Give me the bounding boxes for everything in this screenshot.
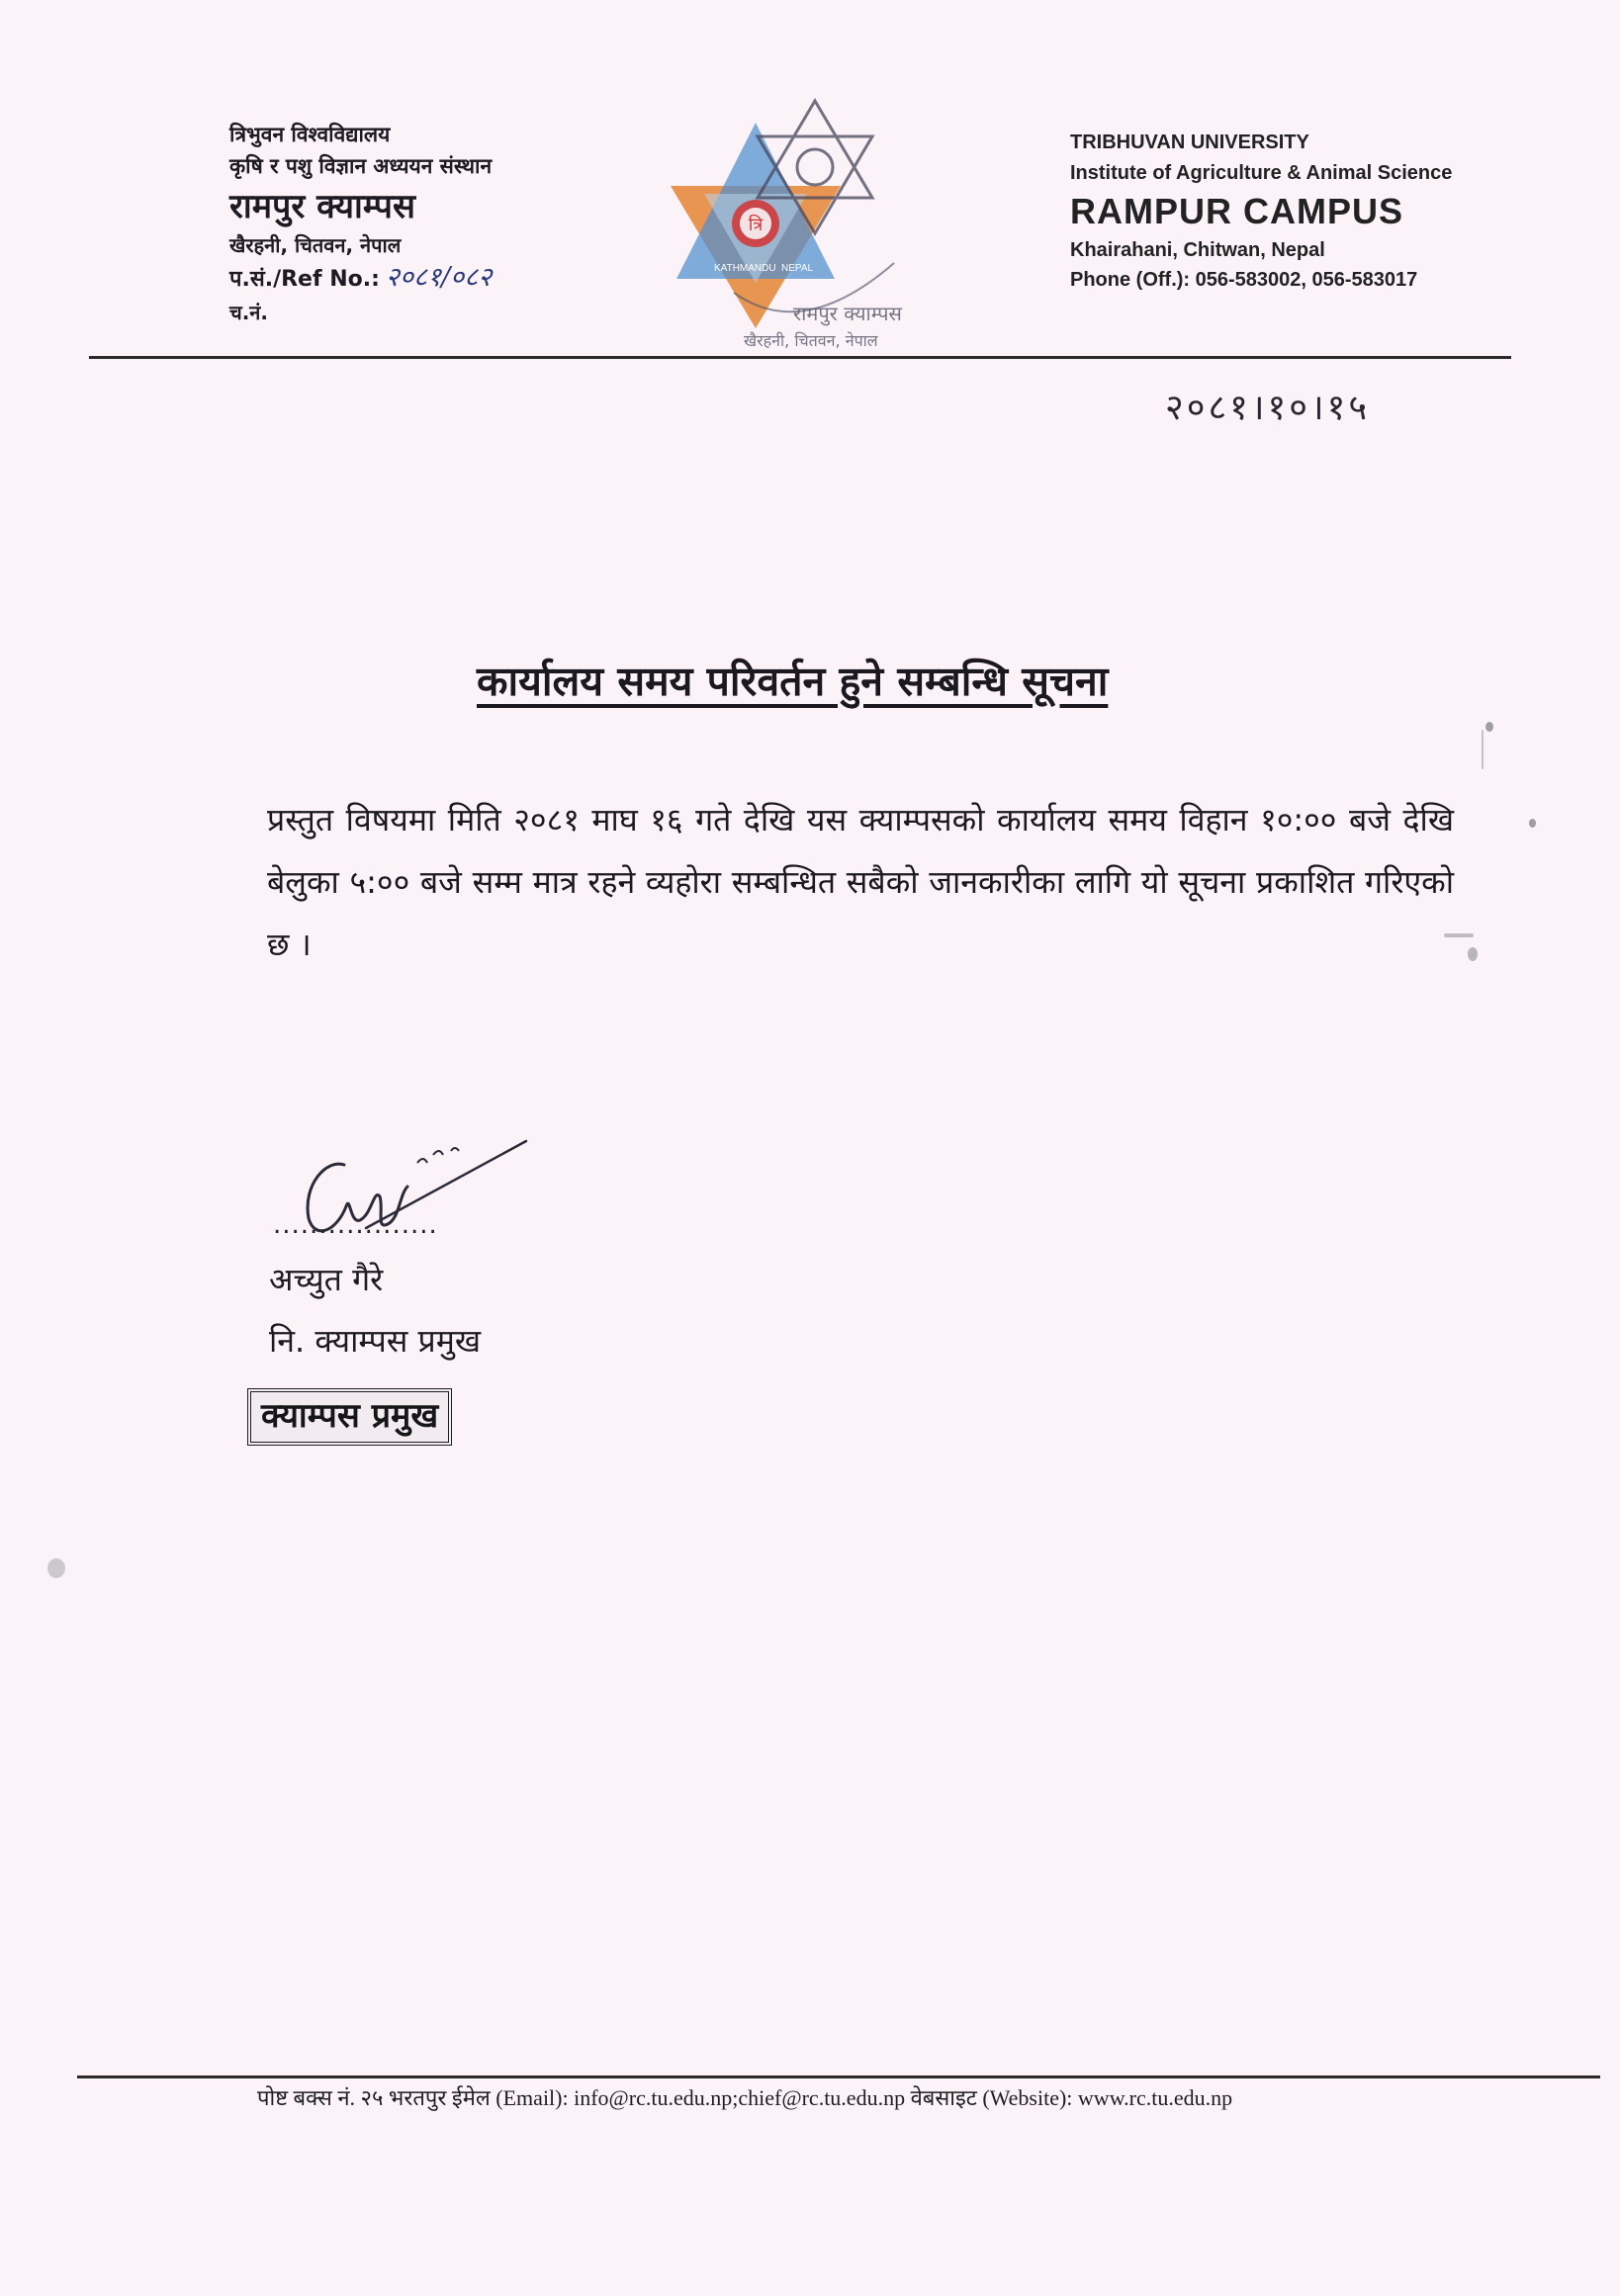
scan-mark — [1482, 730, 1484, 769]
seal-campus-text: रामपुर क्याम्पस — [793, 302, 902, 325]
scan-speck — [1529, 819, 1536, 828]
logo-nepal-text: NEPAL — [781, 263, 814, 274]
university-name-np: त्रिभुवन विश्वविद्यालय — [229, 123, 391, 146]
scan-speck — [47, 1558, 65, 1578]
scan-speck — [1468, 947, 1478, 961]
phone-en: Phone (Off.): 056-583002, 056-583017 — [1070, 269, 1418, 291]
address-en: Khairahani, Chitwan, Nepal — [1070, 239, 1325, 261]
footer-divider — [77, 2075, 1600, 2078]
letter-date: २०८१।१०।१५ — [1165, 388, 1371, 428]
signer-name: अच्युत गैरे — [269, 1261, 384, 1298]
ref-value: २०८१/०८२ — [385, 262, 493, 293]
seal-address-text: खैरहनी, चितवन, नेपाल — [744, 331, 878, 350]
campus-chief-stamp: क्याम्पस प्रमुख — [247, 1388, 452, 1446]
ref-label: प.सं./Ref No.: — [229, 267, 380, 292]
svg-text:त्रि: त्रि — [748, 215, 764, 235]
ref-number-row — [229, 261, 605, 297]
notice-body: प्रस्तुत विषयमा मिति २०८१ माघ १६ गते देखि यस क्याम्पसको कार्यालय समय विहान १०:०० बजे देखि बेलुका ५:०० बजे सम्म मात्र रहने व्यहोरा सम्बन्धित सबैको जानकारीका लागि यो सूचना प्रकाशित गरिएको छ । — [267, 801, 1454, 963]
campus-name-np: रामपुर क्याम्पस — [229, 187, 415, 226]
scan-speck — [1444, 933, 1474, 937]
campus-name-en: RAMPUR CAMPUS — [1070, 191, 1403, 231]
institute-name-en: Institute of Agriculture & Animal Science — [1070, 162, 1453, 184]
footer-contact: पोष्ट बक्स नं. २५ भरतपुर ईमेल (Email): info@rc.tu.edu.np;chief@rc.tu.edu.np वेबसाइट (Website): www.rc.tu.edu.np — [257, 2085, 1233, 2110]
header-nepali — [229, 119, 605, 328]
header-divider — [89, 356, 1511, 359]
cha-number-label: च.नं. — [229, 301, 268, 324]
signature-line: .................. — [273, 1210, 438, 1240]
institute-name-np: कृषि र पशु विज्ञान अध्ययन संस्थान — [229, 154, 493, 178]
logo-kathmandu-text: KATHMANDU — [714, 263, 776, 274]
notice-title: कार्यालय समय परिवर्तन हुने सम्बन्धि सूचना — [477, 658, 1109, 705]
university-name-en: TRIBHUVAN UNIVERSITY — [1070, 132, 1309, 153]
address-np: खैरहनी, चितवन, नेपाल — [229, 233, 402, 257]
header-english — [1070, 127, 1565, 295]
scan-speck — [1485, 722, 1493, 732]
tribhuvan-university-emblem-icon — [665, 95, 924, 352]
signer-title: नि. क्याम्पस प्रमुख — [269, 1322, 482, 1360]
